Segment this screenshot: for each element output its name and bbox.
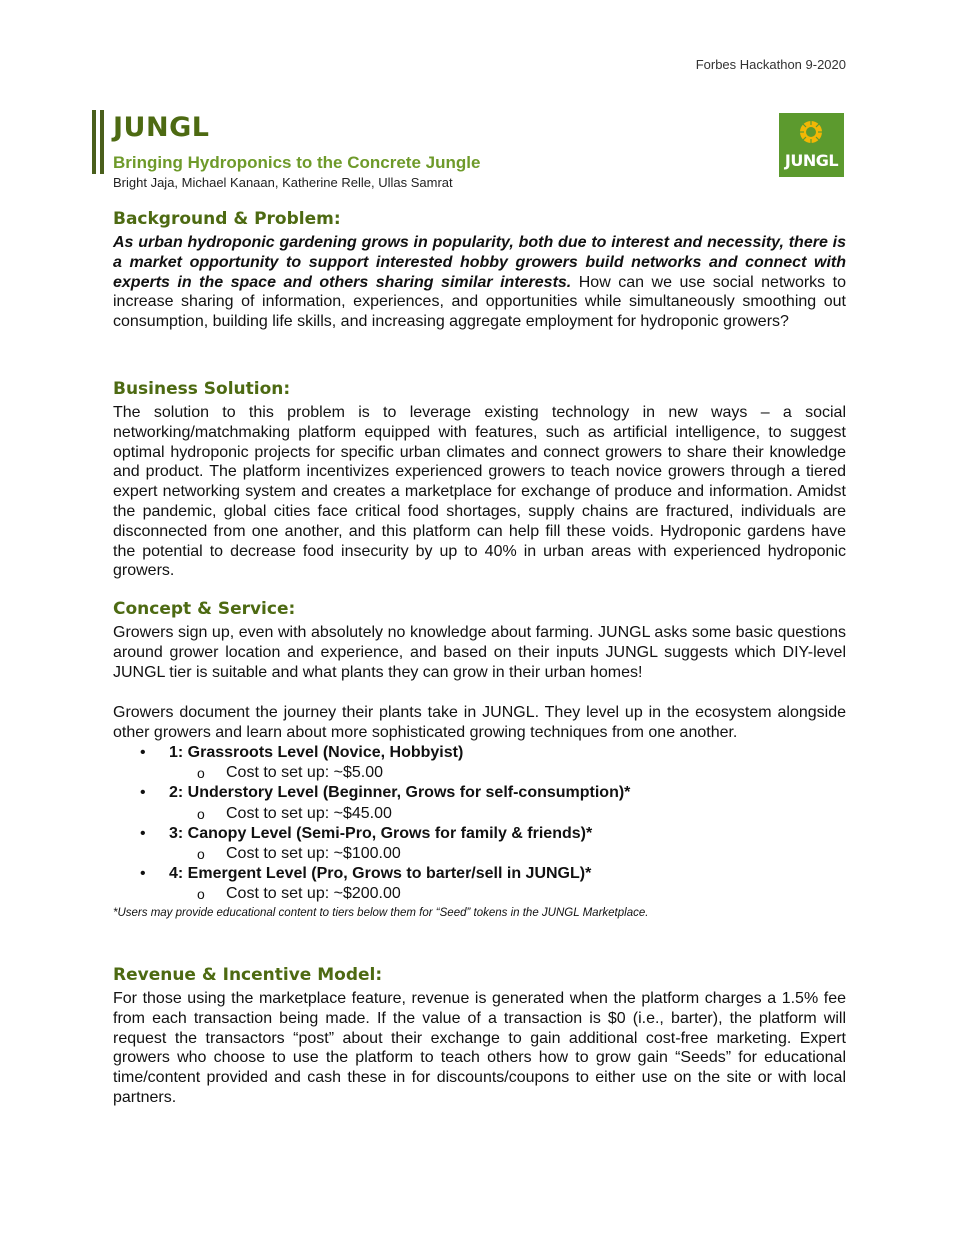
sun-flower-icon	[797, 118, 825, 146]
circle-bullet-icon: o	[197, 846, 205, 862]
tier-cost: Cost to set up: ~$200.00	[226, 885, 401, 903]
section-heading: Business Solution:	[113, 379, 291, 399]
tier-item	[113, 783, 846, 823]
tier-label: 2: Understory Level (Beginner, Grows for self-consumption)*	[169, 784, 631, 802]
bullet-icon: •	[140, 824, 146, 842]
circle-bullet-icon: o	[197, 765, 205, 782]
section-background	[113, 208, 846, 332]
circle-bullet-icon: o	[197, 886, 205, 903]
tier-list	[113, 743, 846, 905]
section-paragraph	[113, 233, 846, 332]
body-text: How can we use social networks to increase sharing of information, experiences, and opportunities while simultaneously smoothing out consumption, building life skills, and increasing aggregate employment for hydroponic growers?	[113, 273, 846, 331]
footnote: *Users may provide educational content to tiers below them for “Seed” tokens in the JUNGL Marketplace.	[113, 906, 649, 919]
section-concept	[113, 598, 846, 921]
section-paragraph: For those using the marketplace feature, revenue is generated when the platform charges a 1.5% fee from each transaction being made. If the value of a transaction is $0 (i.e., barter), the platform will request the transactors “post” about their exchange to gain additional cost-free marketing. Expert growers who choose to use the platform to teach others how to grow gain “Seeds” for educational time/content provided and cash these in for discounts/coupons to either use on the site or with local partners.	[113, 990, 846, 1106]
document-subtitle: Bringing Hydroponics to the Concrete Jungle	[113, 153, 481, 172]
tier-label: 1: Grassroots Level (Novice, Hobbyist)	[169, 743, 464, 761]
tier-label: 3: Canopy Level (Semi-Pro, Grows for family & friends)*	[169, 824, 593, 842]
tier-item	[113, 743, 846, 783]
header-note: Forbes Hackathon 9-2020	[695, 57, 846, 72]
section-heading: Revenue & Incentive Model:	[113, 965, 383, 985]
section-heading: Concept & Service:	[113, 599, 296, 619]
circle-bullet-icon: o	[197, 805, 205, 822]
tier-cost: Cost to set up: ~$100.00	[226, 845, 401, 862]
bullet-icon: •	[140, 743, 146, 761]
tier-item	[113, 864, 846, 904]
tier-cost: Cost to set up: ~$5.00	[226, 764, 383, 782]
section-solution	[113, 378, 846, 581]
section-paragraph: Growers sign up, even with absolutely no knowledge about farming. JUNGL asks some basic questions around grower location and experience, and based on their inputs JUNGL suggests which DIY-level JUNGL tier is suitable and what plants they can grow in their urban homes!	[113, 624, 846, 681]
accent-bar	[92, 110, 96, 174]
tier-cost: Cost to set up: ~$45.00	[226, 804, 392, 822]
tier-item	[113, 824, 846, 864]
bullet-icon: •	[140, 784, 146, 802]
lead-statement: As urban hydroponic gardening grows in popularity, both due to interest and necessity, there is a market opportunity to support interested hobby growers build networks and connect with experts in the space and others sharing similar interests.	[113, 234, 846, 291]
section-heading: Background & Problem:	[113, 209, 341, 229]
document-title: JUNGL	[113, 112, 210, 143]
section-paragraph: Growers document the journey their plants take in JUNGL. They level up in the ecosystem alongside other growers and learn about more sophisticated growing techniques from one another.	[113, 704, 846, 742]
tier-label: 4: Emergent Level (Pro, Grows to barter/sell in JUNGL)*	[169, 865, 592, 883]
accent-bar	[100, 110, 104, 174]
section-paragraph: The solution to this problem is to leverage existing technology in new ways – a social networking/matchmaking platform equipped with features, such as artificial intelligence, to suggest optimal hydroponic projects for specific urban climates and connect growers to share their knowledge and product. The platform incentivizes experienced growers to teach novice growers through a tiered expert networking system and creates a marketplace for exchange of produce and information. Amidst the pandemic, global cities face critical food shortages, supply chains are fractured, individuals are disconnected from one another, and this platform can help fill these voids. Hydroponic gardens have the potential to decrease food insecurity by up to 40% in urban areas with experienced hydroponic growers.	[113, 404, 846, 580]
authors-line: Bright Jaja, Michael Kanaan, Katherine Relle, Ullas Samrat	[113, 175, 453, 190]
logo-wordmark: JUNGL	[784, 151, 839, 170]
jungl-logo	[779, 113, 844, 177]
section-revenue	[113, 964, 846, 1108]
title-accent-bars	[92, 110, 104, 174]
bullet-icon: •	[140, 865, 146, 883]
